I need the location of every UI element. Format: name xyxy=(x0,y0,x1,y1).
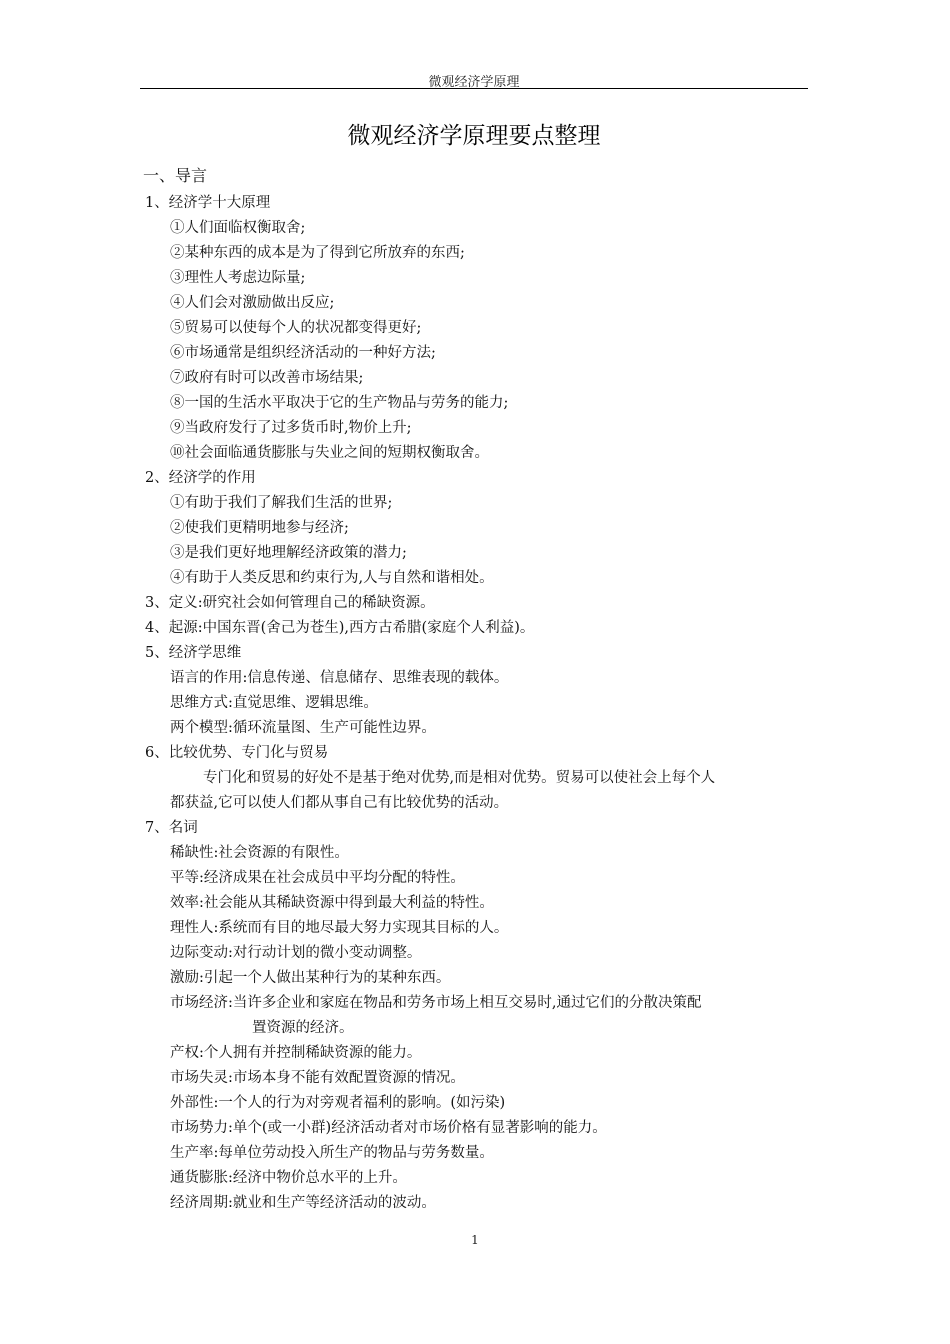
term-definition: 边际变动:对行动计划的微小变动调整。 xyxy=(170,945,422,961)
list-item: ⑩社会面临通货膨胀与失业之间的短期权衡取舍。 xyxy=(170,445,489,461)
list-item: ①有助于我们了解我们生活的世界; xyxy=(170,495,393,511)
list-item: ③理性人考虑边际量; xyxy=(170,270,306,286)
list-item: ⑦政府有时可以改善市场结果; xyxy=(170,370,364,386)
list-item: ③是我们更好地理解经济政策的潜力; xyxy=(170,545,407,561)
term-definition: 理性人:系统而有目的地尽最大努力实现其目标的人。 xyxy=(170,920,509,936)
list-item: ⑨当政府发行了过多货币时,物价上升; xyxy=(170,420,412,436)
term-definition: 效率:社会能从其稀缺资源中得到最大利益的特性。 xyxy=(170,895,494,911)
item-heading-4: 4、起源:中国东晋(舍己为苍生),西方古希腊(家庭个人利益)。 xyxy=(145,620,535,636)
list-item: ⑤贸易可以使每个人的状况都变得更好; xyxy=(170,320,422,336)
paragraph-line: 专门化和贸易的好处不是基于绝对优势,而是相对优势。贸易可以使社会上每个人 xyxy=(203,770,716,786)
document-title: 微观经济学原理要点整理 xyxy=(347,123,601,149)
item-heading-2: 2、经济学的作用 xyxy=(145,470,256,486)
list-item: 语言的作用:信息传递、信息储存、思维表现的载体。 xyxy=(170,670,509,686)
item-heading-5: 5、经济学思维 xyxy=(145,645,242,661)
item-heading-7: 7、名词 xyxy=(145,820,198,836)
item-heading-6: 6、比较优势、专门化与贸易 xyxy=(145,745,329,761)
term-definition: 产权:个人拥有并控制稀缺资源的能力。 xyxy=(170,1045,422,1061)
list-item: ①人们面临权衡取舍; xyxy=(170,220,306,236)
term-definition: 外部性:一个人的行为对旁观者福利的影响。(如污染) xyxy=(170,1095,506,1111)
term-definition: 激励:引起一个人做出某种行为的某种东西。 xyxy=(170,970,451,986)
term-definition: 通货膨胀:经济中物价总水平的上升。 xyxy=(170,1170,407,1186)
item-heading-3: 3、定义:研究社会如何管理自己的稀缺资源。 xyxy=(145,595,435,611)
term-definition: 市场经济:当许多企业和家庭在物品和劳务市场上相互交易时,通过它们的分散决策配 xyxy=(170,995,702,1011)
term-definition: 生产率:每单位劳动投入所生产的物品与劳务数量。 xyxy=(170,1145,494,1161)
list-item: 两个模型:循环流量图、生产可能性边界。 xyxy=(170,720,436,736)
running-header: 微观经济学原理 xyxy=(428,75,520,90)
list-item: ⑥市场通常是组织经济活动的一种好方法; xyxy=(170,345,436,361)
page-number: 1 xyxy=(471,1233,479,1247)
list-item: ②某种东西的成本是为了得到它所放弃的东西; xyxy=(170,245,465,261)
item-heading-1: 1、经济学十大原理 xyxy=(145,195,271,211)
list-item: ④人们会对激励做出反应; xyxy=(170,295,335,311)
paragraph-line: 都获益,它可以使人们都从事自己有比较优势的活动。 xyxy=(170,795,509,811)
list-item: 思维方式:直觉思维、逻辑思维。 xyxy=(170,695,378,711)
list-item: ②使我们更精明地参与经济; xyxy=(170,520,349,536)
section-heading: 一、导言 xyxy=(143,166,208,185)
term-definition: 平等:经济成果在社会成员中平均分配的特性。 xyxy=(170,870,465,886)
term-definition-continued: 置资源的经济。 xyxy=(252,1020,354,1036)
term-definition: 市场失灵:市场本身不能有效配置资源的情况。 xyxy=(170,1070,465,1086)
list-item: ④有助于人类反思和约束行为,人与自然和谐相处。 xyxy=(170,570,494,586)
header-rule xyxy=(140,88,808,89)
term-definition: 市场势力:单个(或一小群)经济活动者对市场价格有显著影响的能力。 xyxy=(170,1120,607,1136)
list-item: ⑧一国的生活水平取决于它的生产物品与劳务的能力; xyxy=(170,395,509,411)
term-definition: 经济周期:就业和生产等经济活动的波动。 xyxy=(170,1195,436,1211)
term-definition: 稀缺性:社会资源的有限性。 xyxy=(170,845,349,861)
